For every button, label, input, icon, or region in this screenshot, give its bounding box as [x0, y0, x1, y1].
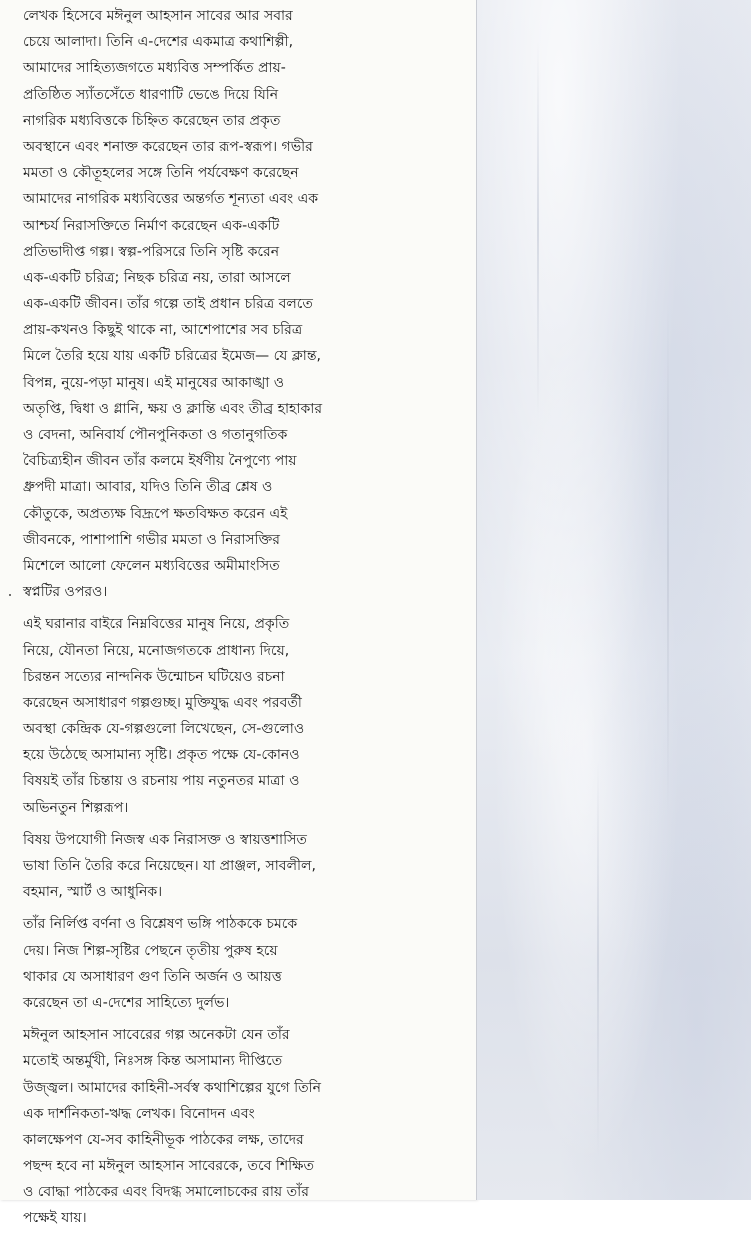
text-line: থাকার যে অসাধারণ গুণ তিনি অর্জন ও আয়ত্ত: [23, 968, 282, 985]
text-line: এক-একটি চরিত্র; নিছক চরিত্র নয়, তারা আসলে: [23, 269, 291, 286]
paper-crease: [597, 760, 599, 1160]
text-line: অবস্থানে এবং শনাক্ত করেছেন তার রূপ-স্বরূপ। গভীর: [23, 138, 313, 155]
print-speck: [9, 594, 11, 596]
text-line: উজ্জ্বল। আমাদের কাহিনী-সর্বস্ব কথাশিল্পের যুগে তিনি: [23, 1079, 322, 1096]
text-line: বিষয় উপযোগী নিজস্ব এক নিরাসক্ত ও স্বায়ত্তশাসিত: [23, 831, 307, 848]
text-line: মমতা ও কৌতূহলের সঙ্গে তিনি পর্যবেক্ষণ করেছেন: [23, 165, 299, 182]
text-line: চিরন্তন সত্যের নান্দনিক উন্মোচন ঘটিয়েও রচনা: [23, 668, 285, 685]
text-line: পছন্দ হবে না মঈনুল আহসান সাবেরকে, তবে শিক্ষিত: [23, 1158, 314, 1175]
text-line: মিশেলে আলো ফেলেন মধ্যবিত্তের অমীমাংসিত: [23, 557, 280, 574]
text-line: অতৃপ্তি, দ্বিধা ও গ্লানি, ক্ষয় ও ক্লান্তি এবং তীব্র হাহাকার: [23, 400, 323, 417]
text-line: আমাদের নাগরিক মধ্যবিত্তের অন্তর্গত শূন্যতা এবং এক: [23, 191, 319, 208]
text-line: করেছেন তা এ-দেশের সাহিত্যে দুর্লভ।: [23, 994, 230, 1011]
text-line: কৌতুকে, অপ্রত্যক্ষ বিদ্রূপে ক্ষতবিক্ষত করেন এই: [23, 505, 288, 522]
text-line: ভাষা তিনি তৈরি করে নিয়েছেন। যা প্রাঞ্জল, সাবলীল,: [23, 858, 316, 874]
text-line: আমাদের সাহিত্যজগতে মধ্যবিত্ত সম্পর্কিত প্রায়-: [23, 60, 286, 77]
text-line: এক দার্শনিকতা-ঋদ্ধ লেখক। বিনোদন এবং: [23, 1105, 255, 1122]
text-line: কালক্ষেপণ যে-সব কাহিনীভূক পাঠকের লক্ষ, তাদের: [23, 1131, 304, 1148]
text-line: বহমান, স্মার্ট ও আধুনিক।: [23, 884, 163, 901]
text-line: মঈনুল আহসান সাবেরের গল্প অনেকটা যেন তাঁর: [23, 1027, 290, 1044]
text-line: বৈচিত্র্যহীন জীবন তাঁর কলমে ইর্ষণীয় নৈপুণ্যে পায়: [23, 453, 297, 470]
text-line: হয়ে উঠেছে অসামান্য সৃষ্টি। প্রকৃত পক্ষে যে-কোনও: [23, 747, 300, 764]
text-line: অবস্থা কেন্দ্রিক যে-গল্পগুলো লিখেছেন, সে-গুলোও: [23, 721, 305, 738]
paragraph: [23, 911, 463, 1016]
text-line: এই ঘরানার বাইরে নিম্নবিত্তের মানুষ নিয়ে, প্রকৃতি: [23, 616, 290, 633]
text-line: নিয়ে, যৌনতা নিয়ে, মনোজগতকে প্রাধান্য দিয়ে,: [23, 642, 290, 659]
paragraph: [23, 1022, 463, 1232]
text-line: আশ্চর্য নিরাসক্তিতে নির্মাণ করেছেন এক-একটি: [23, 217, 280, 234]
text-line: মিলে তৈরি হয়ে যায় একটি চরিত্রের ইমেজ— যে ক্লান্ত,: [23, 348, 321, 365]
paper-crease: [537, 40, 539, 420]
background-surface: [477, 0, 751, 1200]
text-line: স্বপ্নটির ওপরও।: [23, 584, 108, 601]
text-line: লেখক হিসেবে মঈনুল আহসান সাবের আর সবার: [23, 8, 293, 24]
paragraph: [23, 3, 463, 605]
text-line: প্রতিষ্ঠিত স্যাঁতসেঁতে ধারণাটি ভেঙে দিয়ে যিনি: [23, 86, 279, 103]
text-line: তাঁর নির্লিপ্ত বর্ণনা ও বিশ্লেষণ ভঙ্গি পাঠককে চমকে: [23, 916, 298, 933]
text-line: নাগরিক মধ্যবিত্তকে চিহ্নিত করেছেন তার প্রকৃত: [23, 112, 281, 129]
text-line: এক-একটি জীবন। তাঁর গল্পে তাই প্রধান চরিত্র বলতে: [23, 296, 313, 313]
text-line: জীবনকে, পাশাপাশি গভীর মমতা ও নিরাসক্তির: [23, 531, 280, 548]
text-line: বিপন্ন, নুয়ে-পড়া মানুষ। এই মানুষের আকাঙ্খা ও: [23, 374, 285, 391]
text-line: পক্ষেই যায়।: [23, 1210, 87, 1227]
paragraph: [23, 611, 463, 821]
text-line: মতোই অন্তর্মুখী, নিঃসঙ্গ কিন্ত অসামান্য দীপ্তিতে: [23, 1053, 283, 1070]
text-line: প্রতিভাদীপ্ত গল্প। স্বল্প-পরিসরে তিনি সৃষ্টি করেন: [23, 243, 280, 260]
text-line: প্রায়-কখনও কিছুই থাকে না, আশেপাশের সব চরিত্র: [23, 322, 303, 339]
text-line: করেছেন অসাধারণ গল্পগুচ্ছ। মুক্তিযুদ্ধ এবং পরবর্তী: [23, 694, 302, 711]
paper-crease: [667, 300, 669, 820]
text-line: ধ্রুপদী মাত্রা। আবার, যদিও তিনি তীব্র শ্লেষ ও: [23, 479, 273, 496]
text-line: দেয়। নিজ শিল্প-সৃষ্টির পেছনে তৃতীয় পুরুষ হয়ে: [23, 942, 278, 959]
text-line: ও বেদনা, অনিবার্য পৌনপুনিকতা ও গতানুগতিক: [23, 427, 288, 443]
text-line: চেয়ে আলাদা। তিনি এ-দেশের একমাত্র কথাশিল্পী,: [23, 34, 294, 51]
text-line: বিষয়ই তাঁর চিন্তায় ও রচনায় পায় নতুনতর মাত্রা ও: [23, 773, 300, 790]
blurb-text-column: [23, 3, 463, 1238]
text-line: ও বোদ্ধা পাঠকের এবং বিদগ্ধ সমালোচকের রায় তাঁর: [23, 1184, 309, 1201]
paragraph: [23, 827, 463, 906]
text-line: অভিনতুন শিল্পরূপ।: [23, 799, 129, 816]
